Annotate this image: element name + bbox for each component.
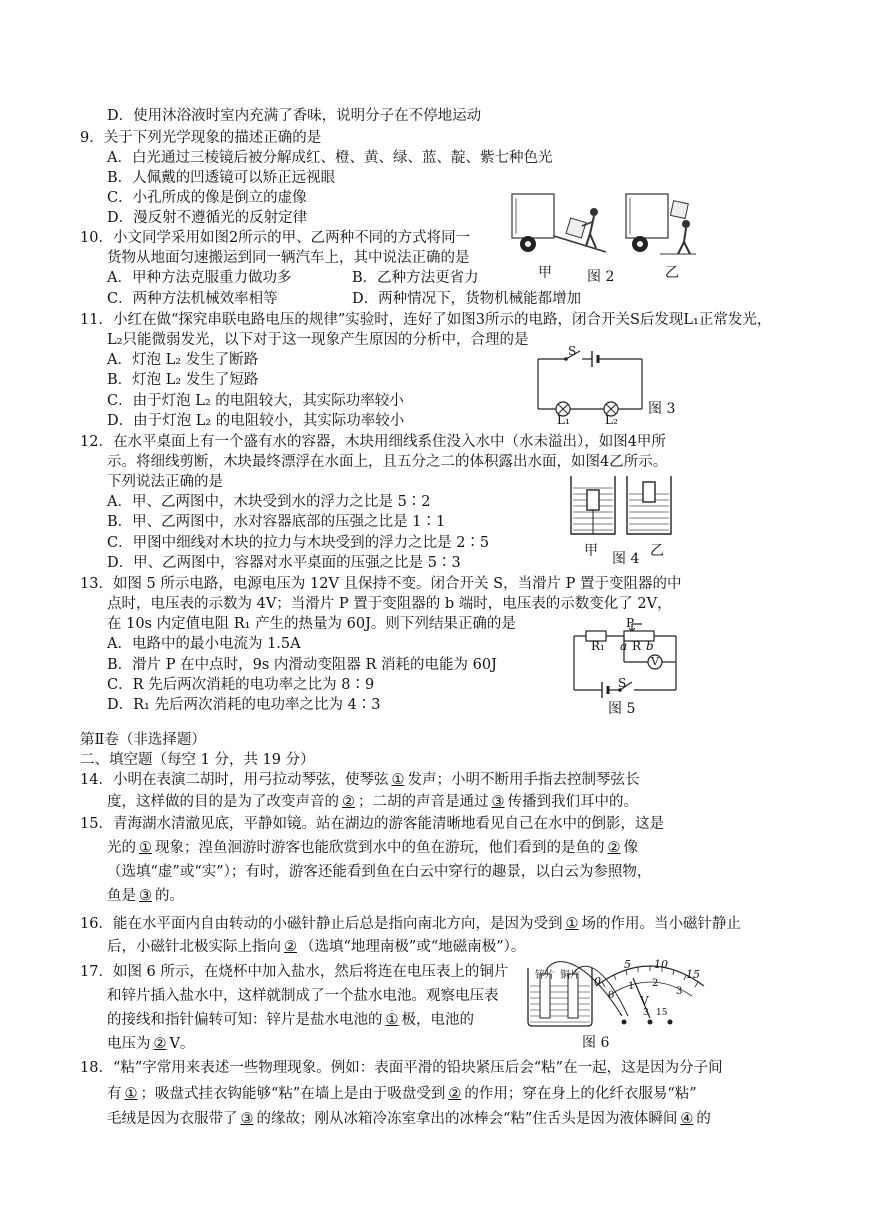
q10-stem-1: 10．小文同学采用如图2所示的甲、乙两种不同的方式将同一 xyxy=(80,230,471,246)
q18-text-2c: 的作用；穿在身上的化纤衣服易“粘” xyxy=(464,1086,697,1102)
q17-text-3b: 极，电池的 xyxy=(401,1012,474,1028)
q17-blank-2[interactable]: ② xyxy=(153,1036,167,1052)
figure-3-l1-label: L₁ xyxy=(557,413,570,427)
figure-5-b-label: b xyxy=(646,639,654,653)
q12-stem-3: 下列说法正确的是 xyxy=(107,474,223,490)
q18-blank-2[interactable]: ② xyxy=(448,1086,462,1102)
figure-5-switch-label: S xyxy=(618,676,627,690)
q17-line-3 xyxy=(107,1010,474,1030)
q15-blank-2[interactable]: ② xyxy=(607,840,621,856)
q14-text-1b: 发声；小明不断用手指去控制琴弦长 xyxy=(407,772,640,788)
q14-blank-2[interactable]: ② xyxy=(342,794,355,810)
q17-text-4b: V。 xyxy=(169,1036,195,1052)
q18-text-2b: ；吸盘式挂衣钩能够“粘”在墙上是由于吸盘受到 xyxy=(140,1086,446,1102)
q15-line-1: 15．青海湖水清澈见底，平静如镜。站在湖边的游客能清晰地看见自己在水中的倒影，这是 xyxy=(80,816,664,832)
q12-stem-1: 12．在水平桌面上有一个盛有水的容器，木块用细线系住没入水中（水未溢出），如图4甲所 xyxy=(80,434,666,450)
q14-text-1a: 14．小明在表演二胡时，用弓拉动琴弦，使琴弦 xyxy=(80,772,389,788)
q15-text-4a: 鱼是 xyxy=(107,888,136,904)
figure-5-r1-label: R₁ xyxy=(591,639,605,653)
figure-2-image xyxy=(508,190,698,260)
q14-blank-3[interactable]: ③ xyxy=(491,794,505,810)
q14-text-2a: 度，这样做的目的是为了改变声音的 xyxy=(107,794,339,810)
q9-option-b: B．人佩戴的凹透镜可以矫正远视眼 xyxy=(107,170,336,186)
section-part2-title: 第Ⅱ卷（非选择题） xyxy=(80,732,206,748)
figure-3-circuit xyxy=(530,345,650,430)
figure-6-tick-b3: 3 xyxy=(676,986,683,997)
q12-stem-2: 示。将细线剪断，木块最终漂浮在水面上，且五分之二的体积露出水面，如图4乙所示。 xyxy=(107,454,668,470)
q16-text-1a: 16．能在水平面内自由转动的小磁针静止后总是指向南北方向，是因为受到 xyxy=(80,916,563,932)
figure-3-switch-label: S xyxy=(568,344,577,358)
q12-option-d: D．甲、乙两图中，容器对水平桌面的压强之比是 5∶3 xyxy=(107,555,461,571)
q11-option-d: D．由于灯泡 L₂ 的电阻较小，其实际功率较小 xyxy=(107,413,405,429)
q9-option-c: C．小孔所成的像是倒立的虚像 xyxy=(107,190,307,206)
q15-text-4b: 的。 xyxy=(155,888,184,904)
q13-option-d: D．R₁ 先后两次消耗的电功率之比为 4∶3 xyxy=(107,697,381,713)
q11-option-c: C．由于灯泡 L₂ 的电阻较大，其实际功率较小 xyxy=(107,393,404,409)
q18-line-2 xyxy=(107,1084,697,1104)
q11-stem-1: 11．小红在做“探究串联电路电压的规律”实验时，连好了如图3所示的电路，闭合开关S后发现L₁正常发光， xyxy=(80,312,772,328)
figure-6-tick-b1: 1 xyxy=(628,981,635,992)
figure-6-tick-0: 0 xyxy=(594,975,601,988)
q8-option-d: D．使用沐浴液时室内充满了香味，说明分子在不停地运动 xyxy=(107,108,482,124)
figure-6-terminal-neg: - xyxy=(619,1010,623,1020)
q17-line-2: 和锌片插入盐水中，这样就制成了一个盐水电池。观察电压表 xyxy=(107,988,499,1004)
q16-text-2b: （选填“地理南极”或“地磁南极”）。 xyxy=(300,939,526,955)
figure-5-caption: 图 5 xyxy=(608,701,636,717)
q16-blank-1[interactable]: ① xyxy=(565,916,579,932)
q15-line-3: （选填“虚”或“实”）；有时，游客还能看到鱼在白云中穿行的趣景，以白云为参照物， xyxy=(107,864,652,880)
q11-option-a: A．灯泡 L₂ 发生了断路 xyxy=(107,352,259,368)
figure-3-caption: 图 3 xyxy=(648,401,676,417)
q15-text-2c: 像 xyxy=(623,840,638,856)
figure-5-r-label: R xyxy=(632,639,642,653)
section-fill-title: 二、填空题（每空 1 分，共 19 分） xyxy=(80,752,315,768)
q15-blank-1[interactable]: ① xyxy=(139,840,152,856)
q16-blank-2[interactable]: ② xyxy=(284,939,297,955)
q11-option-b: B．灯泡 L₂ 发生了短路 xyxy=(107,372,259,388)
figure-6-tick-b2: 2 xyxy=(652,978,659,989)
q16-line-1 xyxy=(80,914,741,934)
q14-text-2b: ；二胡的声音是通过 xyxy=(358,794,489,810)
q11-stem-2: L₂只能微弱发光，以下对于这一现象产生原因的分析中，合理的是 xyxy=(107,332,529,348)
figure-4-image xyxy=(565,472,680,540)
figure-6-terminal-15: 15 xyxy=(656,1008,668,1018)
q9-stem: 9．关于下列光学现象的描述正确的是 xyxy=(80,130,322,146)
figure-5-circuit xyxy=(568,620,693,698)
q18-text-3b: 的缘故；刚从冰箱冷冻室拿出的冰棒会“粘”住舌头是因为液体瞬间 xyxy=(256,1111,678,1127)
figure-4-label-jia: 甲 xyxy=(584,543,598,559)
q13-stem-3: 在 10s 内定值电阻 R₁ 产生的热量为 60J。则下列结果正确的是 xyxy=(107,616,516,632)
q17-text-3a: 的接线和指针偏转可知：锌片是盐水电池的 xyxy=(107,1012,383,1028)
q10-option-a: A．甲种方法克服重力做功多 xyxy=(107,270,292,286)
figure-2-label-jia: 甲 xyxy=(538,265,552,281)
q13-option-a: A．电路中的最小电流为 1.5A xyxy=(107,636,301,652)
figure-4-caption: 图 4 xyxy=(612,551,640,567)
figure-6-tick-15: 15 xyxy=(686,968,700,981)
q12-option-a: A．甲、乙两图中，木块受到水的浮力之比是 5∶2 xyxy=(107,494,431,510)
q14-blank-1[interactable]: ① xyxy=(391,772,405,788)
q12-option-b: B．甲、乙两图中，水对容器底部的压强之比是 1∶1 xyxy=(107,514,446,530)
q17-line-1: 17．如图 6 所示，在烧杯中加入盐水，然后将连在电压表上的铜片 xyxy=(80,964,509,980)
figure-6-terminal-3: 3 xyxy=(643,1008,649,1018)
q14-line-2 xyxy=(107,792,638,812)
q9-option-d: D．漫反射不遵循光的反射定律 xyxy=(107,210,308,226)
q18-line-1: 18．“粘”字常用来表述一些物理现象。例如：表面平滑的铅块紧压后会“粘”在一起，这是因为分子间 xyxy=(80,1060,723,1076)
q10-option-c: C．两种方法机械效率相等 xyxy=(107,291,278,307)
q9-option-a: A．白光通过三棱镜后被分解成红、橙、黄、绿、蓝、靛、紫七种色光 xyxy=(107,150,553,166)
figure-2-label-yi: 乙 xyxy=(665,265,679,281)
q16-text-1b: 场的作用。当小磁针静止 xyxy=(581,916,741,932)
q17-line-4 xyxy=(107,1034,194,1054)
q14-text-2c: 传播到我们耳中的。 xyxy=(507,794,638,810)
figure-2-caption: 图 2 xyxy=(587,269,615,285)
q12-option-c: C．甲图中细线对木块的拉力与木块受到的浮力之比是 2∶5 xyxy=(107,535,490,551)
q10-option-d: D．两种情况下，货物机械能都增加 xyxy=(352,291,582,307)
q17-blank-1[interactable]: ① xyxy=(385,1012,399,1028)
q15-line-4 xyxy=(107,886,184,906)
q18-line-3 xyxy=(107,1109,711,1129)
figure-5-p-label: P xyxy=(626,616,635,630)
q18-text-3a: 毛绒是因为衣服带了 xyxy=(107,1111,238,1127)
q15-text-2a: 光的 xyxy=(107,840,136,856)
q13-stem-2: 点时，电压表的示数为 4V；当滑片 P 置于变阻器的 b 端时，电压表的示数变化了 2V， xyxy=(107,596,672,612)
figure-6-caption: 图 6 xyxy=(582,1035,610,1051)
q13-option-b: B．滑片 P 在中点时，9s 内滑动变阻器 R 消耗的电能为 60J xyxy=(107,657,497,673)
q10-stem-2: 货物从地面匀速搬运到同一辆汽车上，其中说法正确的是 xyxy=(107,250,470,266)
q15-text-2b: 现象；湟鱼洄游时游客也能欣赏到水中的鱼在游玩，他们看到的是鱼的 xyxy=(155,840,605,856)
figure-5-a-label: a xyxy=(620,639,628,653)
q15-line-2 xyxy=(107,838,638,858)
figure-4-label-yi: 乙 xyxy=(650,543,664,559)
q13-option-c: C．R 先后两次消耗的电功率之比为 8∶9 xyxy=(107,677,375,693)
figure-6-copper-label: 铜片 xyxy=(560,970,580,981)
q15-blank-3[interactable]: ③ xyxy=(139,888,152,904)
figure-6-tick-b0: 0 xyxy=(608,990,615,1001)
q16-line-2 xyxy=(107,937,525,957)
q17-text-4a: 电压为 xyxy=(107,1036,151,1052)
q18-blank-4[interactable]: ④ xyxy=(680,1111,694,1127)
q16-text-2a: 后，小磁针北极实际上指向 xyxy=(107,939,281,955)
q13-stem-1: 13．如图 5 所示电路，电源电压为 12V 且保持不变。闭合开关 S，当滑片 P 置于变阻器的中 xyxy=(80,576,682,592)
q18-text-3c: 的 xyxy=(696,1111,711,1127)
q18-text-2a: 有 xyxy=(107,1086,122,1102)
q18-blank-1[interactable]: ① xyxy=(124,1086,138,1102)
q14-line-1 xyxy=(80,770,639,790)
figure-6-voltmeter-label: V xyxy=(640,994,649,1008)
figure-5-voltmeter-label: V xyxy=(651,655,659,668)
q10-option-b: B．乙种方法更省力 xyxy=(352,270,479,286)
q18-blank-3[interactable]: ③ xyxy=(240,1111,254,1127)
figure-6-tick-10: 10 xyxy=(654,958,668,971)
figure-3-l2-label: L₂ xyxy=(605,413,618,427)
figure-6-tick-5: 5 xyxy=(624,958,631,971)
figure-6-zinc-label: 锌片 xyxy=(535,970,555,981)
